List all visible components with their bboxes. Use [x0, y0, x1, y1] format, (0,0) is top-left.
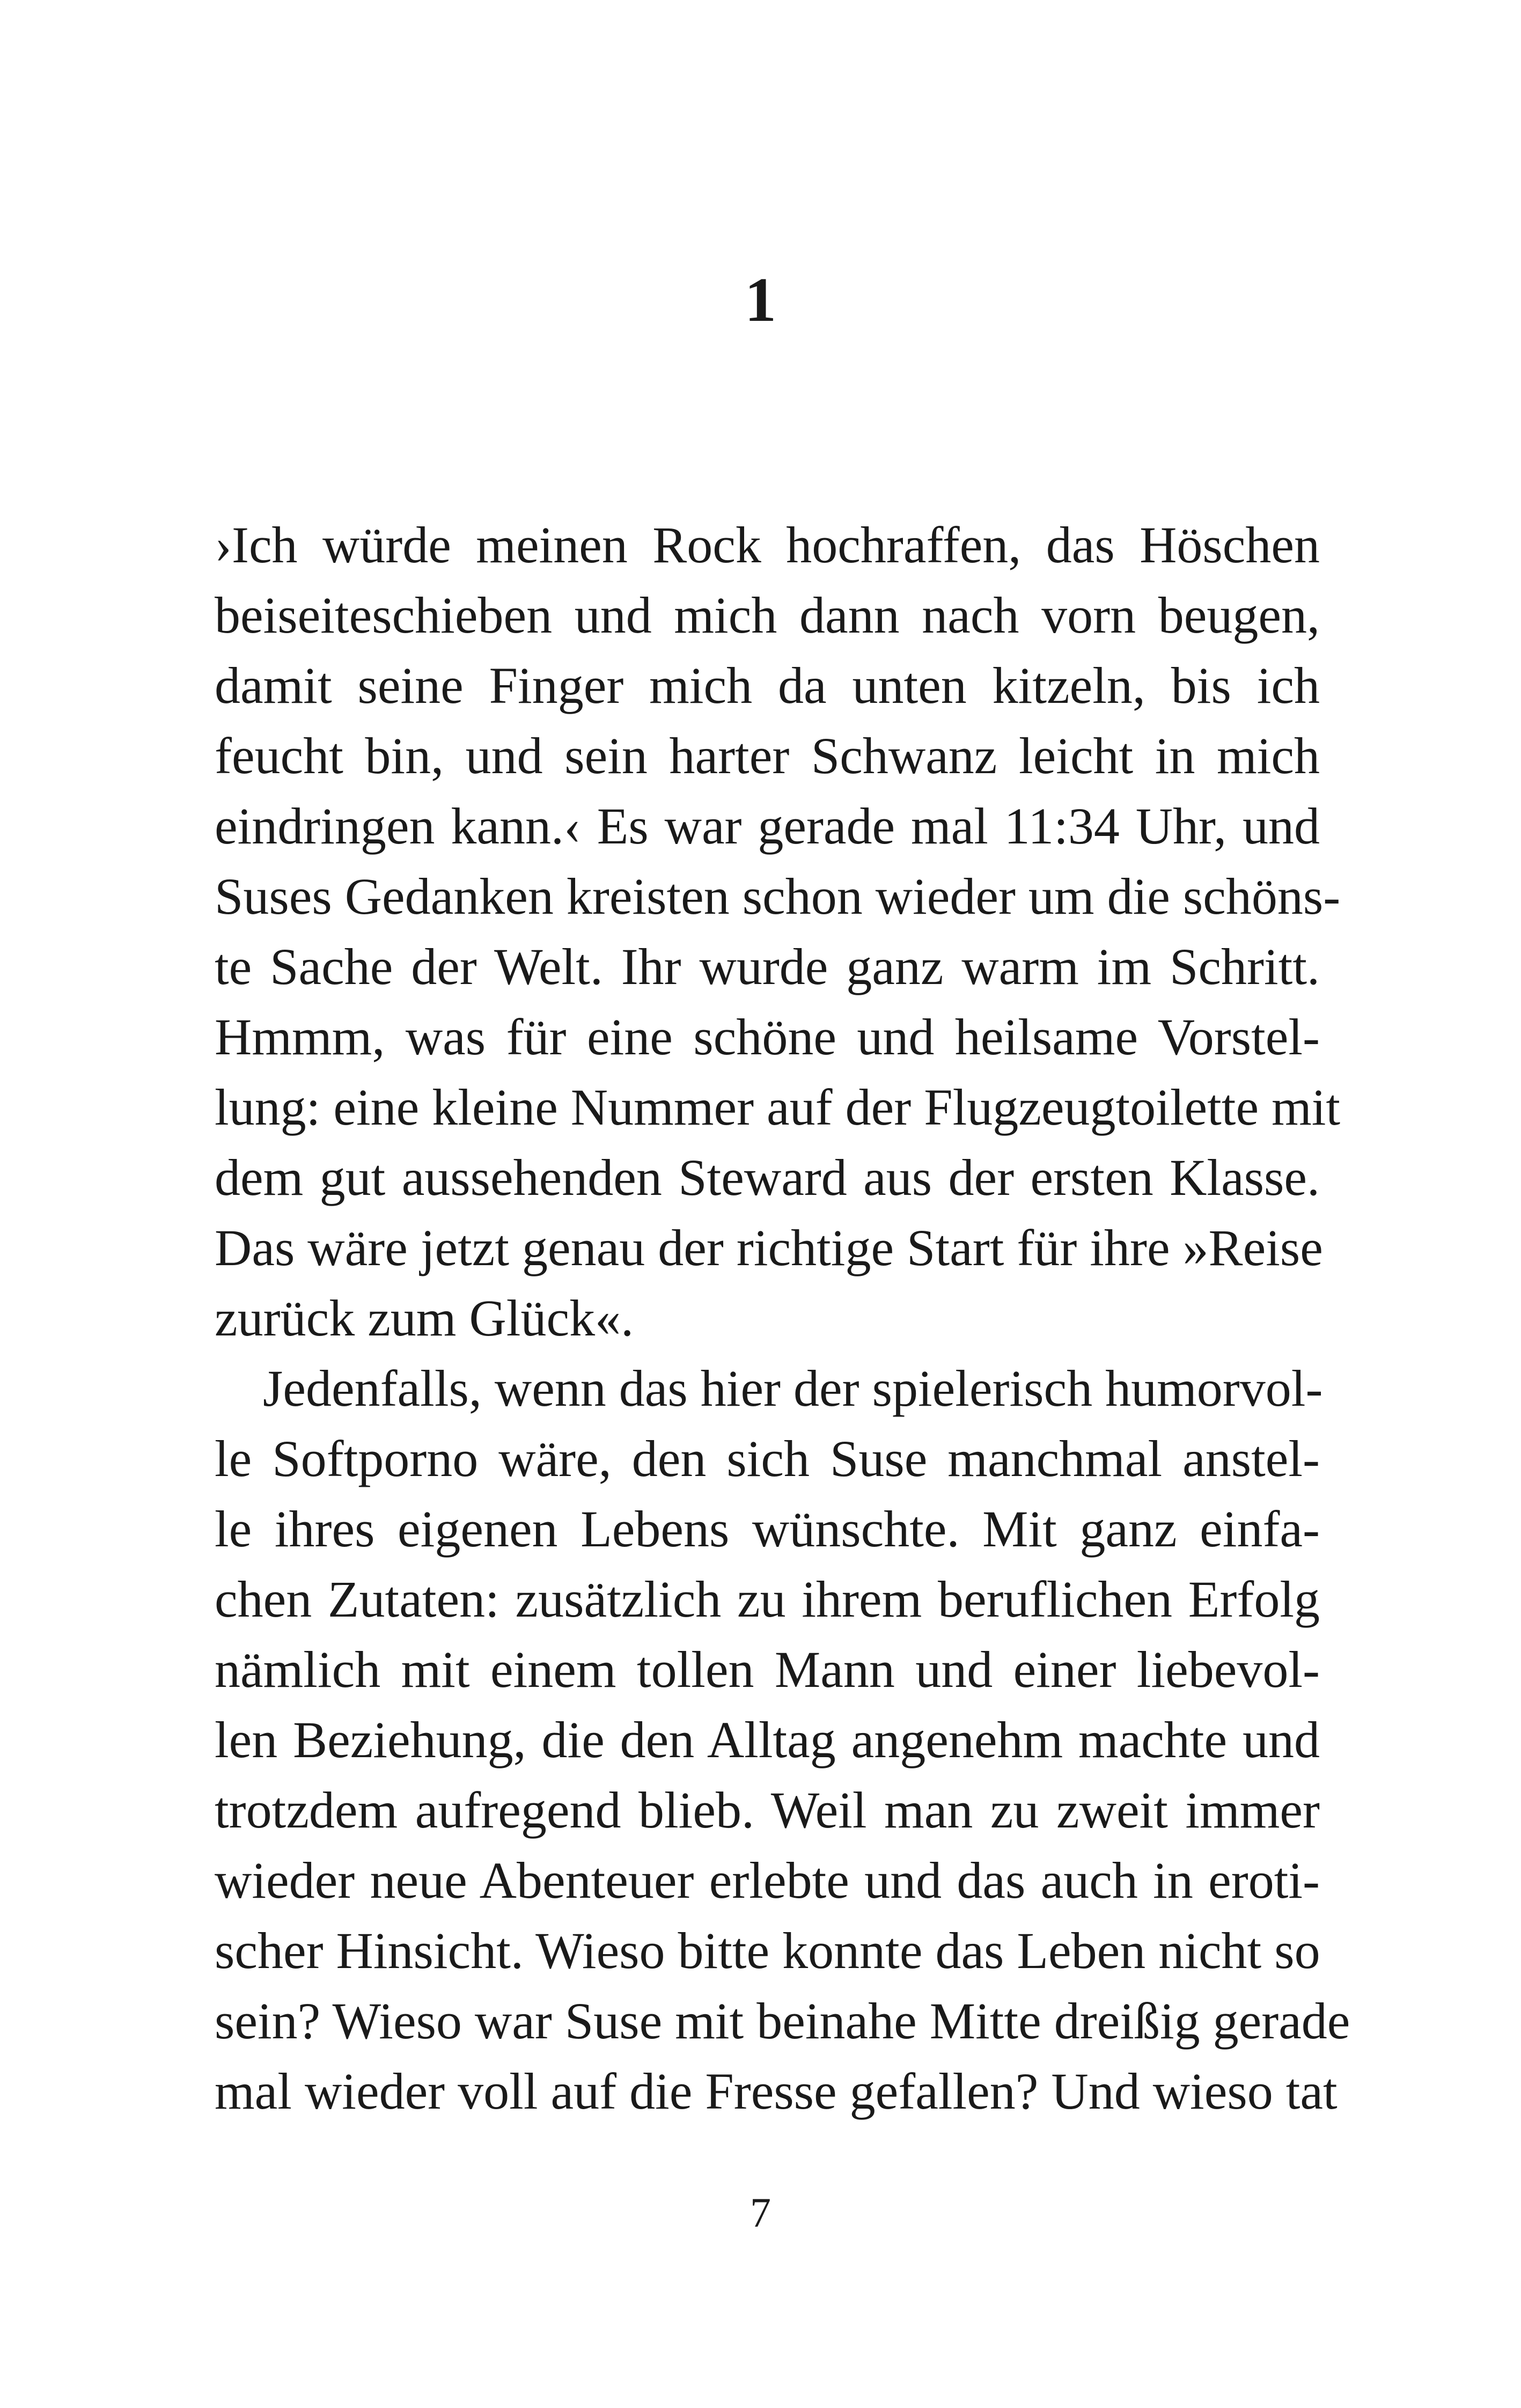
- text-line: lung: eine kleine Nummer auf der Flugzeugtoilette mit: [215, 1078, 1341, 1136]
- text-line: nämlich mit einem tollen Mann und einer liebevol-: [215, 1641, 1320, 1698]
- text-line: mal wieder voll auf die Fresse gefallen? Und wieso tat: [215, 2062, 1338, 2120]
- text-line: Das wäre jetzt genau der richtige Start für ihre »Reise: [215, 1219, 1323, 1276]
- chapter-number: 1: [745, 265, 776, 335]
- text-line: damit seine Finger mich da unten kitzeln, bis ich: [215, 657, 1320, 714]
- text-line: le ihres eigenen Lebens wünschte. Mit ganz einfa-: [215, 1500, 1320, 1558]
- paragraph: [215, 1353, 1350, 2126]
- text-line: le Softporno wäre, den sich Suse manchmal anstel-: [215, 1430, 1320, 1487]
- text-line: eindringen kann.‹ Es war gerade mal 11:34 Uhr, und: [215, 797, 1320, 855]
- text-line: Suses Gedanken kreisten schon wieder um die schöns-: [215, 868, 1341, 925]
- text-line: dem gut aussehenden Steward aus der ersten Klasse.: [215, 1149, 1320, 1206]
- text-line: scher Hinsicht. Wieso bitte konnte das Leben nicht so: [215, 1922, 1320, 1979]
- text-line: te Sache der Welt. Ihr wurde ganz warm im Schritt.: [215, 938, 1320, 995]
- body-text: [215, 510, 1350, 2126]
- text-line: Hmmm, was für eine schöne und heilsame Vorstel-: [215, 1008, 1320, 1066]
- text-line: ›Ich würde meinen Rock hochraffen, das Höschen: [215, 516, 1320, 574]
- text-line: beiseiteschieben und mich dann nach vorn beugen,: [215, 586, 1320, 644]
- text-line: chen Zutaten: zusätzlich zu ihrem beruflichen Erfolg: [215, 1570, 1320, 1628]
- text-line: wieder neue Abenteuer erlebte und das auch in eroti-: [215, 1852, 1320, 1909]
- text-line: zurück zum Glück«.: [215, 1289, 634, 1347]
- text-line: trotzdem aufregend blieb. Weil man zu zweit immer: [215, 1781, 1320, 1839]
- text-line: Jedenfalls, wenn das hier der spielerisch humorvol-: [263, 1360, 1323, 1417]
- paragraph: [215, 510, 1341, 1353]
- page-number: 7: [750, 2189, 771, 2236]
- text-line: sein? Wieso war Suse mit beinahe Mitte dreißig gerade: [215, 1992, 1350, 2050]
- text-line: len Beziehung, die den Alltag angenehm machte und: [215, 1711, 1320, 1768]
- text-line: feucht bin, und sein harter Schwanz leicht in mich: [215, 727, 1320, 784]
